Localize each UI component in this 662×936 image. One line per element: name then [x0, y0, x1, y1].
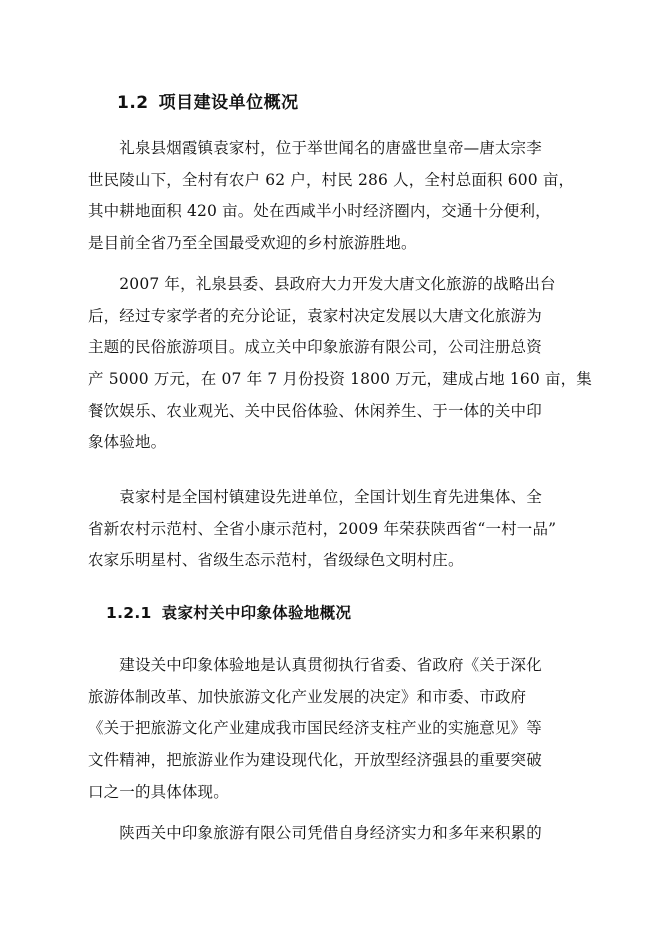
subsection-heading: [106, 601, 351, 623]
paragraph-line: 《关于把旅游文化产业建成我市国民经济支柱产业的实施意见》等: [88, 719, 542, 738]
paragraph-line: 后，经过专家学者的充分论证，袁家村决定发展以大唐文化旅游为: [88, 306, 542, 325]
paragraph-line: 餐饮娱乐、农业观光、关中民俗体验、休闲养生、于一体的关中印: [88, 401, 542, 420]
paragraph-2: [88, 269, 592, 459]
paragraph-line: 礼泉县烟霞镇袁家村，位于举世闻名的唐盛世皇帝—唐太宗李: [88, 139, 542, 157]
paragraph-line: 产 5000 万元，在 07 年 7 月份投资 1800 万元，建成占地 160 亩，集: [88, 370, 592, 389]
paragraph-line: 其中耕地面积 420 亩。处在西咸半小时经济圈内，交通十分便利，: [88, 202, 551, 221]
paragraph-line: 省新农村示范村、全省小康示范村，2009 年荣获陕西省“一村一品”: [88, 519, 557, 538]
subsection-number: 1.2.1: [106, 604, 152, 622]
paragraph-line: 旅游体制改革、加快旅游文化产业发展的决定》和市委、市政府: [88, 687, 527, 706]
paragraph-line: 2007 年，礼泉县委、县政府大力开发大唐文化旅游的战略出台: [88, 275, 556, 293]
paragraph-5: [88, 818, 588, 850]
paragraph-line: 陕西关中印象旅游有限公司凭借自身经济实力和多年来积累的: [88, 824, 542, 842]
paragraph-line: 象体验地。: [88, 433, 167, 452]
paragraph-line: 建设关中印象体验地是认真贯彻执行省委、省政府《关于深化: [88, 656, 542, 674]
paragraph-line: 袁家村是全国村镇建设先进单位，全国计划生育先进集体、全: [88, 488, 542, 506]
paragraph-1: [88, 133, 588, 260]
paragraph-3: [88, 482, 588, 577]
paragraph-line: 主题的民俗旅游项目。成立关中印象旅游有限公司，公司注册总资: [88, 338, 542, 357]
paragraph-4: [88, 650, 588, 808]
paragraph-line: 文件精神，把旅游业作为建设现代化，开放型经济强县的重要突破: [88, 751, 542, 770]
section-heading: [117, 88, 299, 113]
paragraph-line: 口之一的具体体现。: [88, 782, 229, 801]
paragraph-line: 世民陵山下，全村有农户 62 户，村民 286 人，全村总面积 600 亩，: [88, 170, 575, 189]
subsection-title: 袁家村关中印象体验地概况: [161, 604, 352, 622]
paragraph-line: 农家乐明星村、省级生态示范村，省级绿色文明村庄。: [88, 551, 464, 570]
section-number: 1.2: [117, 93, 149, 113]
section-title: 项目建设单位概况: [158, 93, 299, 113]
paragraph-line: 是目前全省乃至全国最受欢迎的乡村旅游胜地。: [88, 234, 417, 253]
